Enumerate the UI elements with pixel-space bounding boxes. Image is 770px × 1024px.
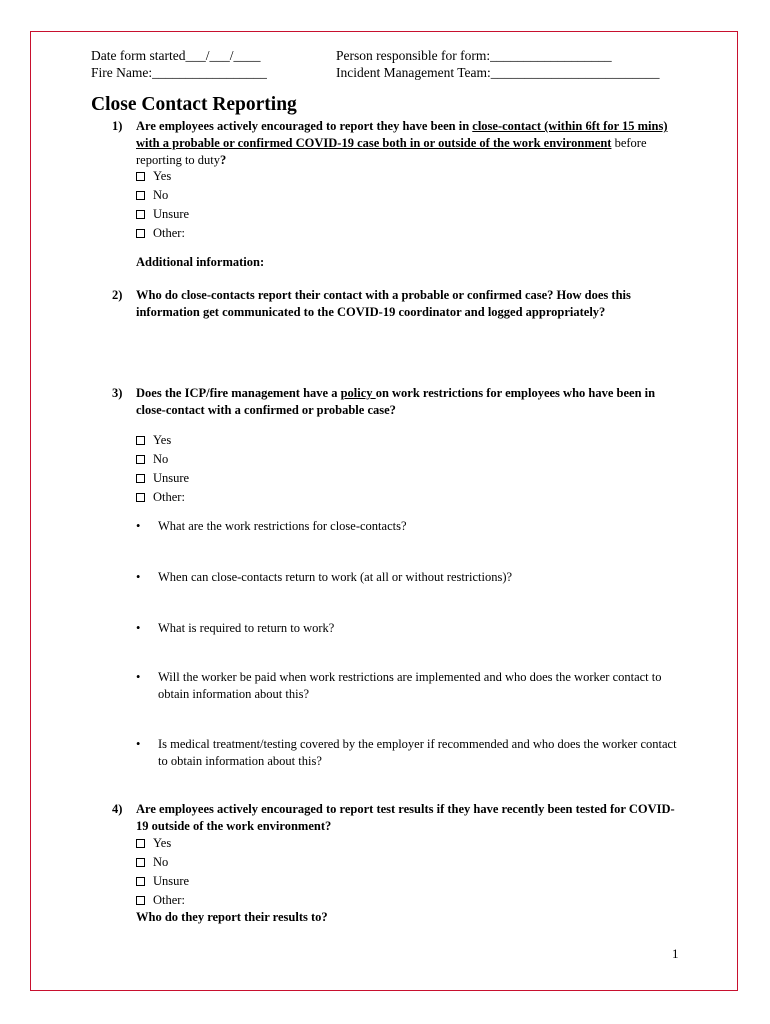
date-started-field: Date form started___/___/____ [91,48,261,63]
checkbox-option[interactable]: No [136,854,168,871]
bullet-icon: • [136,621,141,635]
imt-field: Incident Management Team:_________________________ [336,65,660,80]
checkbox-icon[interactable] [136,455,145,464]
checkbox-option[interactable]: Unsure [136,206,189,223]
page-title: Close Contact Reporting [91,94,297,115]
checkbox-option[interactable]: No [136,187,168,204]
checkbox-icon[interactable] [136,858,145,867]
bullet-icon: • [136,570,141,584]
question-number: 3) [112,386,123,400]
checkbox-option[interactable]: Unsure [136,470,189,487]
fire-name-field: Fire Name:_________________ [91,65,267,80]
question-number: 1) [112,119,123,133]
question-text: Are employees actively encouraged to report they have been in close-contact (within 6ft for 15 mins) with a probable or confirmed COVID-19 case both in or outside of the work environment before reporting to duty? [136,119,668,167]
checkbox-option[interactable]: No [136,451,168,468]
checkbox-icon[interactable] [136,877,145,886]
checkbox-option[interactable]: Other: [136,892,185,909]
checkbox-option[interactable]: Yes [136,432,171,449]
checkbox-icon[interactable] [136,474,145,483]
checkbox-icon[interactable] [136,210,145,219]
additional-information-label: Additional information: [136,255,265,269]
checkbox-icon[interactable] [136,172,145,181]
checkbox-icon[interactable] [136,839,145,848]
checkbox-option[interactable]: Unsure [136,873,189,890]
checkbox-icon[interactable] [136,229,145,238]
page-number: 1 [672,946,679,961]
question-number: 2) [112,288,123,302]
question-text: Does the ICP/fire management have a policy on work restrictions for employees who have been in close-contact with a confirmed or probable case? [136,386,656,417]
checkbox-icon[interactable] [136,436,145,445]
checkbox-icon[interactable] [136,493,145,502]
followup-question: Who do they report their results to? [136,910,328,924]
checkbox-icon[interactable] [136,896,145,905]
checkbox-icon[interactable] [136,191,145,200]
checkbox-option[interactable]: Yes [136,835,171,852]
bullet-icon: • [136,670,141,684]
bullet-icon: • [136,519,141,533]
question-text: Are employees actively encouraged to report test results if they have recently been tested for COVID-19 outside of the work environment? [136,802,675,833]
bullet-icon: • [136,737,141,751]
checkbox-option[interactable]: Yes [136,168,171,185]
checkbox-option[interactable]: Other: [136,225,185,242]
checkbox-option[interactable]: Other: [136,489,185,506]
question-text: Who do close-contacts report their contact with a probable or confirmed case? How does this information get communicated to the COVID-19 coordinator and logged appropriately? [136,288,631,319]
person-responsible-field: Person responsible for form:__________________ [336,48,612,63]
question-number: 4) [112,802,123,816]
